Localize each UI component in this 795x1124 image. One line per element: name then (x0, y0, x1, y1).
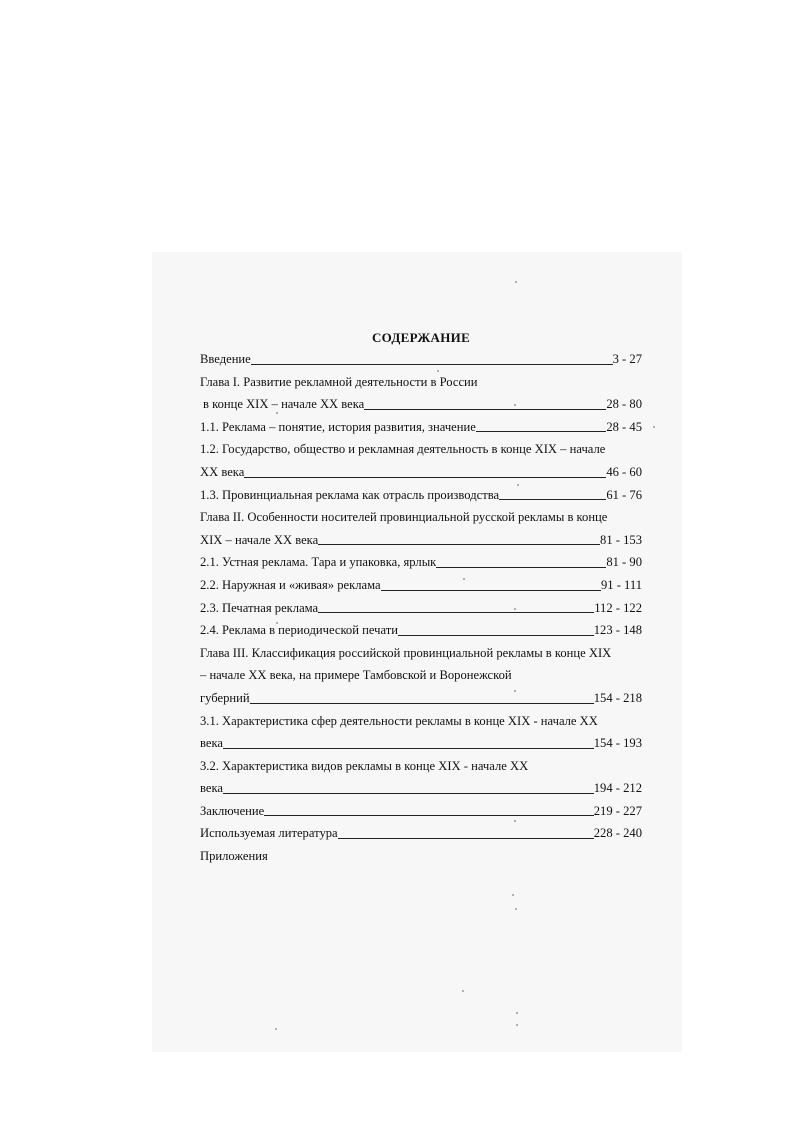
scan-speck (515, 908, 517, 910)
toc-entry-text: 2.2. Наружная и «живая» реклама (200, 577, 381, 592)
toc-leader-line (318, 612, 594, 613)
toc-entry-page: 112 - 122 (594, 600, 642, 615)
toc-entry-text: века (200, 781, 223, 796)
toc-entry (200, 597, 642, 620)
toc-entry-text: Глава II. Особенности носителей провинциальной русской рекламы в конце (200, 510, 608, 525)
toc-entry-page: 91 - 111 (600, 577, 642, 592)
toc-leader-line (436, 567, 606, 568)
toc-entry-text: Введение (200, 352, 251, 366)
toc-leader-line (264, 815, 593, 816)
toc-leader-line (251, 364, 613, 365)
toc-entry-page: 61 - 76 (606, 487, 642, 502)
toc-entry-text: 1.3. Провинциальная реклама как отрасль производства (200, 487, 500, 502)
toc-entry-text: в конце XIX – начале XX века (203, 397, 365, 412)
toc-entry-page: 3 - 27 (612, 352, 642, 366)
toc-leader-line (250, 703, 594, 704)
toc-entry-page: 219 - 227 (593, 803, 642, 818)
table-of-contents (200, 328, 642, 868)
toc-entry-text: века (200, 736, 223, 751)
toc-leader-line (223, 748, 594, 749)
toc-entry-text: 1.2. Государство, общество и рекламная деятельность в конце XIX – начале (200, 442, 606, 457)
toc-entry (200, 506, 642, 529)
scan-speck (515, 281, 517, 283)
toc-entry-page: 81 - 153 (600, 532, 642, 547)
toc-entry (200, 393, 642, 416)
toc-entry (200, 461, 642, 484)
toc-entry (200, 574, 642, 597)
toc-entry (200, 732, 642, 755)
toc-entry (200, 484, 642, 507)
toc-entry-text: XX века (200, 464, 245, 479)
toc-entry (200, 416, 642, 439)
toc-entry-text: Глава I. Развитие рекламной деятельности в России (200, 374, 478, 389)
toc-leader-line (364, 409, 606, 410)
toc-entry-text: Используемая литература (200, 826, 338, 841)
toc-leader-line (318, 544, 600, 545)
toc-entry-page: 154 - 218 (593, 690, 642, 705)
toc-entry (200, 551, 642, 574)
toc-leader-line (398, 635, 594, 636)
toc-entry-page: 228 - 240 (593, 826, 642, 841)
toc-leader-line (476, 431, 606, 432)
toc-entry-text: XIX – начале XX века (200, 532, 319, 547)
scan-speck (516, 1012, 518, 1014)
toc-entry (200, 845, 642, 868)
toc-entry (200, 822, 642, 845)
scan-speck (653, 426, 655, 428)
toc-entry-text: 1.1. Реклама – понятие, история развития, значение (200, 419, 476, 434)
toc-title: СОДЕРЖАНИЕ (371, 330, 471, 345)
scan-speck (512, 894, 514, 896)
toc-leader-line (499, 499, 606, 500)
toc-entry-page: 154 - 193 (593, 736, 642, 751)
toc-entry-text: Глава III. Классификация российской провинциальной рекламы в конце XIX (200, 645, 612, 660)
toc-entry-page: 28 - 80 (606, 397, 642, 412)
toc-entry-text: 2.3. Печатная реклама (200, 600, 319, 615)
toc-entry-page: 46 - 60 (606, 464, 642, 479)
toc-entry-text: – начале XX века, на примере Тамбовской и Воронежской (200, 668, 512, 683)
scan-speck (275, 1028, 277, 1030)
toc-entry (200, 438, 642, 461)
toc-entry-page: 28 - 45 (606, 419, 642, 434)
toc-entry-page: 194 - 212 (593, 781, 642, 796)
toc-entry (200, 642, 642, 665)
scan-speck (516, 1024, 518, 1026)
toc-entry (200, 664, 642, 687)
toc-entry (200, 777, 642, 800)
toc-entry-text: Заключение (200, 803, 265, 818)
toc-entry-page: 81 - 90 (606, 555, 642, 570)
toc-entry-text: 3.2. Характеристика видов рекламы в конце XIX - начале XX (200, 758, 529, 773)
toc-entry (200, 687, 642, 710)
toc-entry (200, 619, 642, 642)
toc-entry (200, 800, 642, 823)
toc-entry-page: 123 - 148 (593, 623, 642, 638)
toc-entry-text: 2.4. Реклама в периодической печати (200, 623, 398, 638)
toc-entry-text: губерний (200, 690, 250, 705)
toc-entry (200, 710, 642, 733)
toc-entry (200, 371, 642, 394)
toc-leader-line (338, 838, 594, 839)
scan-speck (462, 990, 464, 992)
toc-entry (200, 348, 642, 371)
toc-entry-text: 3.1. Характеристика сфер деятельности рекламы в конце XIX - начале XX (200, 713, 598, 728)
toc-entry-text: Приложения (200, 849, 268, 864)
toc-entry (200, 529, 642, 552)
toc-entry (200, 755, 642, 778)
toc-leader-line (223, 793, 594, 794)
toc-leader-line (244, 477, 606, 478)
toc-leader-line (381, 590, 601, 591)
toc-entry-text: 2.1. Устная реклама. Тара и упаковка, ярлык (200, 555, 437, 570)
